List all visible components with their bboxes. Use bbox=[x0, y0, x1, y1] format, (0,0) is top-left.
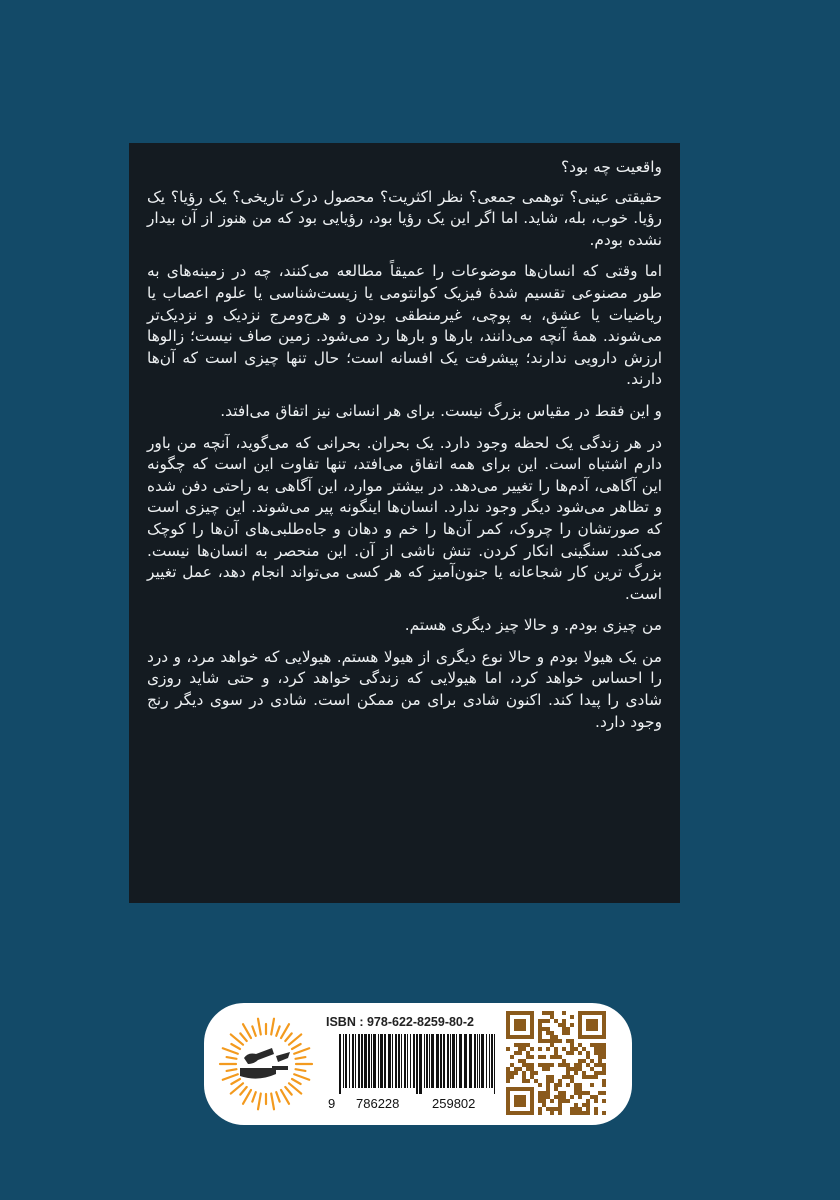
blurb-paragraph: در هر زندگی یک لحظه وجود دارد. یک بحران. بحرانی که می‌گوید، آنچه من باور دارم اشتباه است. این برای همه اتفاق می‌افتد، تنها تفاوت این است که چگونه این آگاهی، آدم‌ها را تغییر می‌دهد. در بیشتر موارد، این آگاهی به راحتی دفن شده و تظاهر می‌شود دیگر وجود ندارد. انسان‌ها اینگونه پیر می‌شوند. این چیزی است که صورتشان را چروک، کمر آن‌ها را خم و دهان و جاه‌طلبی‌های آن‌ها را کوچک می‌کند. سنگینی انکار کردن. تنش ناشی از آن. این منحصر به انسان‌ها نیست. بزرگ ترین کار شجاعانه یا جنون‌آمیز که هر کسی می‌تواند انجام دهد، عمل تغییر است. bbox=[147, 433, 662, 603]
barcode-digits bbox=[326, 1096, 502, 1112]
publisher-logo-icon bbox=[218, 1008, 314, 1120]
barcode-digit-lead: 9 bbox=[328, 1096, 336, 1111]
back-cover-blurb bbox=[129, 143, 680, 903]
qr-code-icon bbox=[506, 1011, 606, 1115]
isbn-label: ISBN : 978-622-8259-80-2 bbox=[326, 1015, 474, 1029]
blurb-paragraph: من چیزی بودم. و حالا چیز دیگری هستم. bbox=[404, 616, 662, 635]
blurb-paragraph: حقیقتی عینی؟ توهمی جمعی؟ نظر اکثریت؟ محصول درک تاریخی؟ یک رؤیا؟ یک رؤیا. خوب، بله، شاید. اما اگر این یک رؤیا بود، رؤیایی بود که من هنوز از آن بیدار نشده بودم. bbox=[147, 187, 662, 249]
barcode-icon bbox=[339, 1034, 497, 1094]
isbn-panel bbox=[204, 1003, 632, 1125]
barcode-digits-right: 259802 bbox=[432, 1096, 476, 1111]
blurb-paragraph: من یک هیولا بودم و حالا نوع دیگری از هیولا هستم. هیولایی که خواهد مرد، و درد را احساس خواهد کرد، اما هیولایی که زندگی خواهد کرد، و حتی شاید روزی شادی را پیدا کند. اکنون شادی برای من ممکن است. شادی در سوی دیگر رنج وجود دارد. bbox=[147, 647, 662, 731]
blurb-paragraph: اما وقتی که انسان‌ها موضوعات را عمیقاً مطالعه می‌کنند، چه در زمینه‌های به طور مصنوعی تقسیم شدهٔ فیزیک کوانتومی یا زیست‌شناسی یا علوم اعصاب یا ریاضیات یا عشق، به پوچی، غیرمنطقی بودن و هرج‌ومرج نزدیک و نزدیک‌تر می‌شوند. همهٔ آنچه می‌دانند، بارها و بارها رد می‌شود. زمین صاف نیست؛ زالوها ارزش دارویی ندارند؛ پیشرفت یک افسانه است؛ حال تنها چیزی است که آن‌ها دارند. bbox=[147, 262, 662, 389]
blurb-heading: واقعیت چه بود؟ bbox=[560, 158, 662, 176]
barcode-digits-left: 786228 bbox=[356, 1096, 400, 1111]
blurb-paragraph: و این فقط در مقیاس بزرگ نیست. برای هر انسانی نیز اتفاق می‌افتد. bbox=[220, 401, 662, 420]
